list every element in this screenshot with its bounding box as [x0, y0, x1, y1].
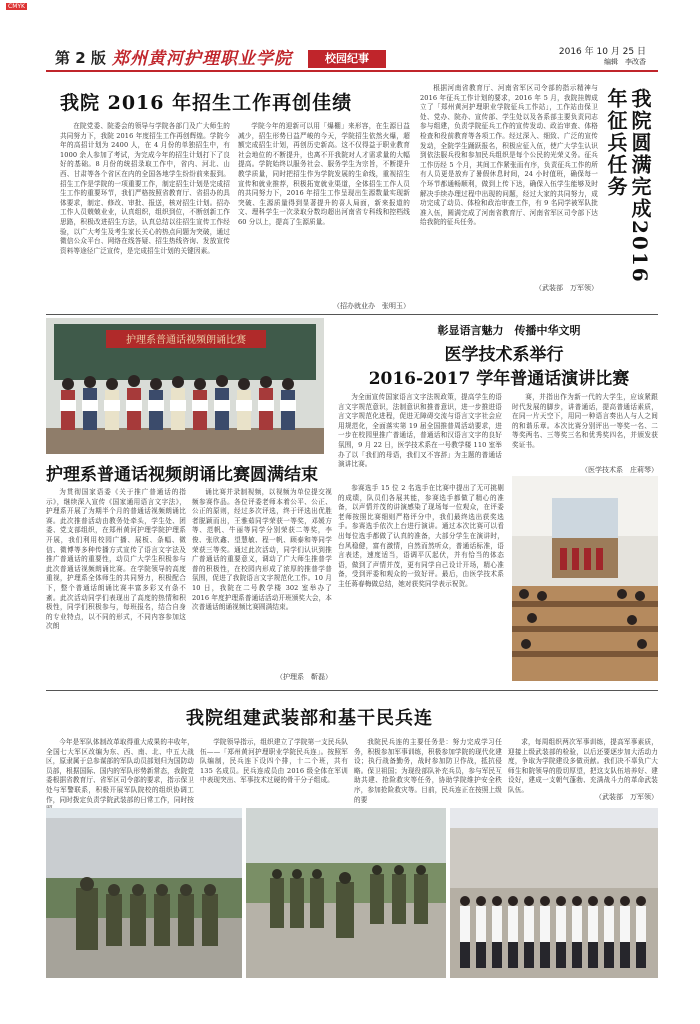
editor-credit: 编辑 李改香 — [604, 58, 646, 66]
militia-photo-2 — [246, 808, 446, 978]
issue-date: 2016 年 10 月 25 日 — [558, 47, 646, 57]
article1-byline: （招办就业办 张明玉） — [333, 302, 410, 310]
militia-photo-1-svg — [46, 808, 242, 978]
speech-contest-photo-svg — [512, 476, 658, 681]
recitation-photo-svg — [46, 318, 324, 454]
article3-right — [512, 393, 658, 463]
cmyk-mark: CMYK — [8, 3, 25, 10]
divider-1 — [46, 314, 658, 315]
article5-col3-text: 我院民兵连的主要任务是：努力完成学习任务，积极参加军事训练，积极参加学院的现代化建设；执行战备勤务，战时参加防卫作战，抵抗侵略。保卫祖国；为现役部队补充兵员，参与军民互助共建、抢险救灾等任务，协助学院维护安全秩序，参加抢险救灾等。目前，民兵连正在按照上级的要 — [354, 738, 502, 804]
article1-title: 我院 2016 年招生工作再创佳绩 — [60, 92, 353, 114]
article5-col3 — [354, 738, 502, 802]
article5-col2 — [200, 738, 348, 802]
article3-slogan: 彰显语言魅力 传播中华文明 — [437, 324, 581, 337]
militia-photo-3 — [450, 808, 658, 978]
militia-photo-3-svg — [450, 808, 658, 978]
article3-bottom-text: 参赛选手 15 位 2 名选手在比赛中提出了无可挑剔的成绩，队员们各展其能，参赛选手都做了精心的准备，以声情并茂的讲演感染了现场每一位观众，在评委老师按照比赛细则严格评分中，我们最终选出获奖选手。参赛选手依次上台进行演讲。通过本次比赛可以看出每位选手都做了认真的准备，大部分学生在演讲时，台风稳健，富有激情，自然而然听众，普通话标准，语言表述，速度适当，语调平仄起伏，并有恰当的体态语，做到了声情并茂，更有同学自己设计开场，精心准备，受到评委和观众的一致好评。最后，由医学技术系主任蒋春梅做总结，她对获奖同学表示祝贺。 — [338, 484, 504, 588]
article3-byline: （医学技术系 庄莉琴） — [581, 466, 658, 474]
article5-col2-text: 学院领导指示，组织建立了学院第一支民兵队伍——「郑州黄河护理职业学院民兵连」。按照军队编制，民兵连下设四个排，十二个班，共有 135 名成员。民兵连成员由 2016 级全体在军训中表现突出、军事技术过硬的骨干分子组成。 — [200, 738, 348, 785]
recitation-photo — [46, 318, 324, 454]
section-tag: 校园纪事 — [308, 50, 386, 68]
article3-slogan-wrap — [360, 322, 658, 338]
article3-title-line1: 医学技术系举行 — [444, 345, 564, 365]
article1-col1 — [60, 122, 230, 310]
article3-bottom — [338, 484, 504, 680]
article2-body — [420, 84, 598, 280]
article4-col1-text: 为贯彻国家语委《关于推广普通话的指示》，继续深入宣传《国家通用语言文字法》，护理系开展了为期半个月的普通话视频朗诵比赛。此次推普活动由教务处牵头，学生处、团委、党支部组织，在郑州黄河护理学院护理系开展，我们利用校园广播、展板、条幅、微信、微博等多种传播方式宣传了语言文字法及推广普通话的重要性，动员广大学生积极参与此次普通话视频朗诵比赛。在学院领导的高度重视，护理系全体师生的共同努力，积极配合下，整个普通话朗诵比赛丰富多彩又有条不紊。此次活动同学们表现出了高度的热情和积极性，同学们积极参与，每班报名，结合自身的专业特点，以不同的形式，不同内容参加这次朗 — [46, 488, 186, 631]
masthead-rule — [46, 70, 658, 72]
militia-photo-2-svg — [246, 808, 446, 978]
article5-title: 我院组建武装部和基干民兵连 — [186, 708, 433, 729]
article2-byline: （武装部 万军领） — [535, 284, 598, 292]
speech-contest-photo — [512, 476, 658, 681]
paper-logo: 郑州黄河护理职业学院 — [112, 49, 292, 69]
page-number: 第 2 版 — [55, 49, 106, 67]
article3-intro — [338, 393, 502, 479]
article1-col2-text: 学院今年的迎新可以用「爆棚」来形容，在生源日益减少，招生形势日益严峻的今天，学院招生依然火爆，超额完成招生计划，再创历史新高。这不仅得益于职业教育社会地位的不断提升，也离不开我院对人才需求量的大幅提高。学院始终以服务社会、服务学生为宗旨，不断提升教学质量，同时把招生作为学院发展的生命线，重视招生宣传和就业推荐，积极拓宽就业渠道，全体招生工作人员的共同努力下，2016 年招生工作呈现出生源数量实现新突破、生源质量得到显著提升的喜人局面，新来报道的文、理科学生一次录取分数均超出河南省专科线和控档线 60 分以上，提高了生源质量。 — [238, 122, 410, 226]
article4-col2-text: 诵比赛并录制视频，以视频为单位提交视频参赛作品。各位评委老师本着公平、公正、公正的原则，经过多次评选，终于评选出优胜者脱颖而出，王雅茹同学荣获一等奖，邓媛方等、范帆、牛丽等同学分别荣获二等奖，李俊、张欣鑫、望慧敏、程一帆、顾泰和等同学荣获三等奖。通过此次活动，同学们认识到推广普通话的重要意义，调动了广大师生推普学普的积极性，在校园内形成了浓厚的推普学普氛围，促进了我院语言文字规范化工作。10 月 10 日，我院在二号教学楼 302 室举办了 2016 年度护理系普通话活动开班颁奖大会，本次普通话朗诵视频比赛圆满结束。 — [192, 488, 332, 612]
article2-title: 我院圆满完成2016年征兵任务 — [604, 88, 652, 284]
article4-title: 护理系普通话视频朗诵比赛圆满结束 — [46, 465, 318, 485]
article5-col1 — [46, 738, 194, 802]
article5-col4-text: 求，每周组织两次军事训练，提高军事素质，迎接上级武装部的检验，以后还要逐步加大活动力度，争取为学院建设多做贡献。我们决不辜负广大师生和院领导的殷切厚望，把这支队伍培养好、建设好，建成一支朝气蓬勃、充满战斗力的革命武装队伍。 — [508, 738, 658, 794]
article1-col2 — [238, 122, 410, 298]
article3-title-line2: 2016-2017 学年普通话演讲比赛 — [368, 369, 630, 389]
militia-photo-1 — [46, 808, 242, 978]
article4-col2 — [192, 488, 332, 668]
article3-right-text: 赛，并指出作为新一代的大学生，应该紧跟时代发展的脚步，讲普通话，提高普通话素质，在同一片天空下，用同一种语言奏出人与人之间的和谐乐章。本次比赛分别评出一等奖一名、二等奖两名、三等奖三名和优秀奖四名，并颁发获奖证书。 — [512, 393, 658, 449]
article3-intro-text: 为全面宣传国家语言文字法规政策，提高学生的语言文字规范意识，法制意识和推普意识，进一步推进语言文字规范化进程，促进无障碍交流与语言文字社会应用规范化，全面落实第 19 届全国推普周活动要求，进一步在校园里推广普通话，普通话和汉语言文字的良好氛围，9 月 22 日，医学技术系在一号教学楼 110 室举办了以「我们的母语，我们又不容辞」为主题的普通话演讲比赛。 — [338, 393, 502, 469]
recitation-photo-banner: 护理系普通话视频朗诵比赛 — [126, 335, 246, 346]
article4-col1 — [46, 488, 186, 680]
article5-byline: （武装部 万军领） — [595, 793, 658, 801]
article5-col1-text: 今年是军队体制改革取得重大成果的丰收年，全国七大军区改编为东、西、南、北、中五大战区，原隶属于总参谋部的军队动员部划归为国防动员部，根据国际、国内的军队形势新常态，我院党委根据省教育厅、省军区司令部的要求，指示保卫处与军警联系，积极开展军队院校的组织协调工作，同时拨定负责学院武装部的日常工作，同时按 — [46, 738, 194, 804]
article4-byline: （护理系 靳磊） — [276, 673, 332, 681]
article1-col1-text: 在院党委、院委会的领导与学院各部门及广大师生的共同努力下，我院 2016 年度招生工作再创辉煌。学院今年的高招计划为 2400 人，在 4 月份的单独招生中，有 1000 余人参加了考试，为完成今年的招生计划打下了良好的基础。8 月份的统招录取工作中，省内、河北、山西、甘肃等各个省区在内的全国各地学生纷纷前来报到。招生工作是学院的一项重要工作，制定招生计划是完成招生工作的重要环节，我们严格按照省教育厅、省招办的具体要求，制定、修改、审批、报送，核对招生计划。招办工作人员兢兢业业，认真组织，组织到位，不断创新工作思路，积极改进招生方法，认真总结以往招生宣传工作经验，以广大考生及考生家长关心的热点问题为突破，通过微信公众平台、网络在线答疑、招生热线咨询、发放宣传资料等途径广泛宣传，是完成招生计划的关键因素。 — [60, 122, 230, 255]
article5-col4 — [508, 738, 658, 794]
divider-2 — [46, 690, 658, 691]
article2-text: 根据河南省教育厅、河南省军区司令部的指示精神与 2016 年征兵工作计划的要求，2016 年 5 月，我院挂牌成立了「郑州黄河护理职业学院征兵工作站」，工作站由保卫处、党办、院办、宣传部、学生处以及各系部主要负责同志参与组建，负责学院征兵工作的宣传发动、政治审查、体格检查和役前教育等各项工作。经过深入、细致、广泛的宣传发动，全院学生踊跃报名，积极应征入伍，使广大学生认识到依法服兵役和参加民兵组织是每个公民的光荣义务。征兵工作历经 5 个月，其间工作紧张而有序，负责征兵工作的所有人员更是放弃了暑假休息时间，24 小时值班，确保每一个环节都通畅顺利，做到上传下达，确保入伍学生能够及时解决手续办理过程中出现的问题，经过大家的共同努力，成功完成了动员、体检和政治审查工作，有 9 名同学被军队批准入伍，圆满完成了河南省教育厅、河南省军区司令部下达给我院的征兵任务。 — [420, 84, 598, 227]
